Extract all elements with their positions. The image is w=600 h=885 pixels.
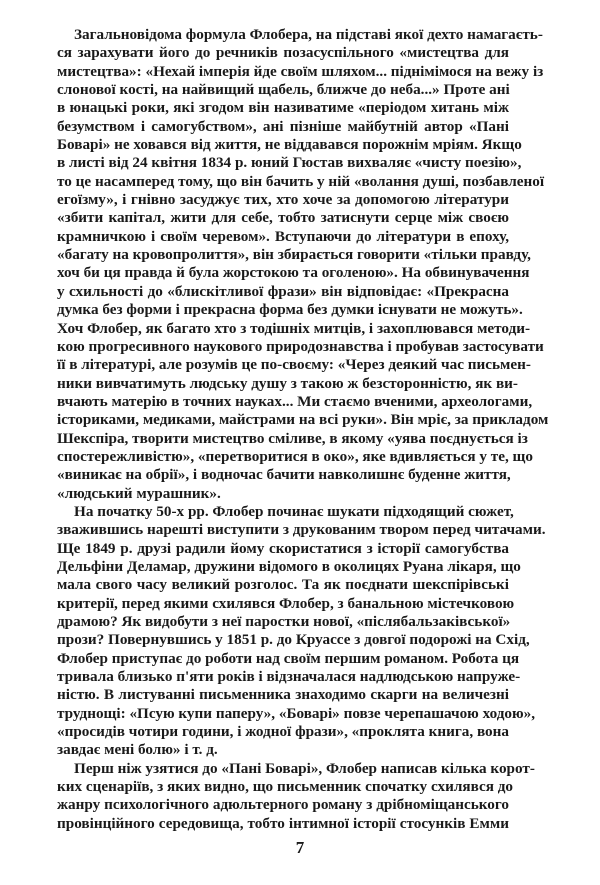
text-line: спостережливістю», «перетворитися в око», яке вдивляється у те, що xyxy=(57,447,533,465)
text-line: «виникає на обрії», і водночас бачити навколишнє буденне життя, xyxy=(57,466,511,484)
text-line: тривала близько п'яти років і відзначалася надлюдською напруже- xyxy=(57,668,521,686)
text-line: кою прогресивного наукового природознавства і пробував застосувати xyxy=(57,337,544,355)
text-line: жанру психологічного адюльтерного роману з дрібноміщанського xyxy=(57,796,509,814)
text-line: ники вивчатимуть людську душу з такою ж безсторонністю, як ви- xyxy=(57,374,518,392)
text-line: провінційного середовища, тобто інтимної історії стосунків Емми xyxy=(57,814,509,832)
text-line: крамничкою і своїм черевом». Вступаючи до літератури в епоху, xyxy=(57,227,509,245)
text-line: Дельфіни Деламар, дружини відомого в околицях Руана лікаря, що xyxy=(57,557,521,575)
text-line: ністю. В листуванні письменника знаходимо скарги на величезні xyxy=(57,686,509,704)
text-line: критерії, перед якими схилявся Флобер, з банальною містечковою xyxy=(57,594,515,612)
text-line: то це насамперед тому, що він бачить у ній «волання душі, позбавленої xyxy=(57,172,545,190)
text-line: істориками, медиками, майстрами на всі руки». Він мріє, за прикладом xyxy=(57,411,549,429)
text-line: «збити капітал, жити для себе, тобто затиснути серце між своєю xyxy=(57,209,509,227)
text-line: мала свого часу великий розголос. Та як поєднати шекспірівські xyxy=(57,576,509,594)
text-line: драмою? Як видобути з неї паростки нової, «післябальзаківської» xyxy=(57,613,511,630)
text-line: ся зарахувати його до речників позасуспільного «мистецтва для xyxy=(57,44,509,62)
text-line: егоїзму», і гнівно засуджує тих, хто хоче за допомогою літератури xyxy=(57,191,509,209)
text-line: її в літературі, але розумів це по-своєму: «Через деякий час письмен- xyxy=(57,356,531,374)
text-line: «просидів чотири години, і жодної фрази», «проклята книга, вона xyxy=(57,723,509,741)
text-line: безумством і самогубством», ані пізніше майбутній автор «Пані xyxy=(57,117,509,135)
text-line: вчають матерію в точних науках... Ми стаємо вченими, археологами, xyxy=(57,392,533,410)
text-line: «людський мурашник». xyxy=(57,484,221,502)
text-line: зважившись нарешті виступити з друкованим твором перед читачами. xyxy=(57,521,546,539)
text-line: Ще 1849 р. друзі радили йому скористатися з історії самогубства xyxy=(57,539,509,557)
text-line: Боварі» не ховався від життя, не віддавався порожнім мріям. Якщо xyxy=(57,136,522,154)
paragraph xyxy=(57,759,535,833)
text-line: Перш ніж узятися до «Пані Боварі», Флобер написав кілька корот- xyxy=(74,759,535,777)
text-line: в листі від 24 квітня 1834 р. юний Гюстав вихваляє «чисту поезію», xyxy=(57,154,522,172)
text-line: мистецтва»: «Нехай імперія йде своїм шляхом... піднімімося на вежу із xyxy=(57,62,544,80)
page-body-text xyxy=(57,26,549,833)
text-line: Хоч Флобер, як багато хто з тодішніх митців, і захоплювався методи- xyxy=(57,319,531,337)
text-line: в юнацькі роки, які згодом він називатиме «періодом хитань між xyxy=(57,99,509,117)
text-line: Шекспіра, творити мистецтво сміливе, в якому «уява поєднується із xyxy=(57,429,528,447)
text-line: слонової кості, на найвищий щабель, ближче до неба...» Проте ані xyxy=(57,81,510,99)
text-line: думка без форми і прекрасна форма без думки існувати не можуть». xyxy=(57,301,523,319)
text-line: прози? Повернувшись у 1851 р. до Круассе з довгої подорожі на Схід, xyxy=(57,631,530,649)
page-number: 7 xyxy=(295,838,305,857)
text-line: хоч би ця правда й була жорстокою та оголеною». На обвинувачення xyxy=(57,264,530,282)
paragraph xyxy=(57,26,549,503)
paragraph xyxy=(57,502,546,760)
text-line: завдає мені болю» і т. д. xyxy=(57,741,218,759)
text-line: На початку 50-х рр. Флобер починає шукати підходящий сюжет, xyxy=(74,502,514,520)
text-line: «багату на кровопролиття», він збирається говорити «тільки правду, xyxy=(57,246,531,264)
text-line: у схильності до «блискітливої фрази» він відповідає: «Прекрасна xyxy=(57,282,509,300)
text-line: ких сценаріїв, з яких видно, що письменник спочатку схилявся до xyxy=(57,778,513,796)
text-line: труднощі: «Псую купи паперу», «Боварі» повзе черепашачою ходою», xyxy=(57,704,536,722)
text-line: Загальновідома формула Флобера, на підставі якої дехто намагаєть- xyxy=(74,26,543,43)
text-line: Флобер приступає до роботи над своїм першим романом. Робота ця xyxy=(57,649,520,667)
